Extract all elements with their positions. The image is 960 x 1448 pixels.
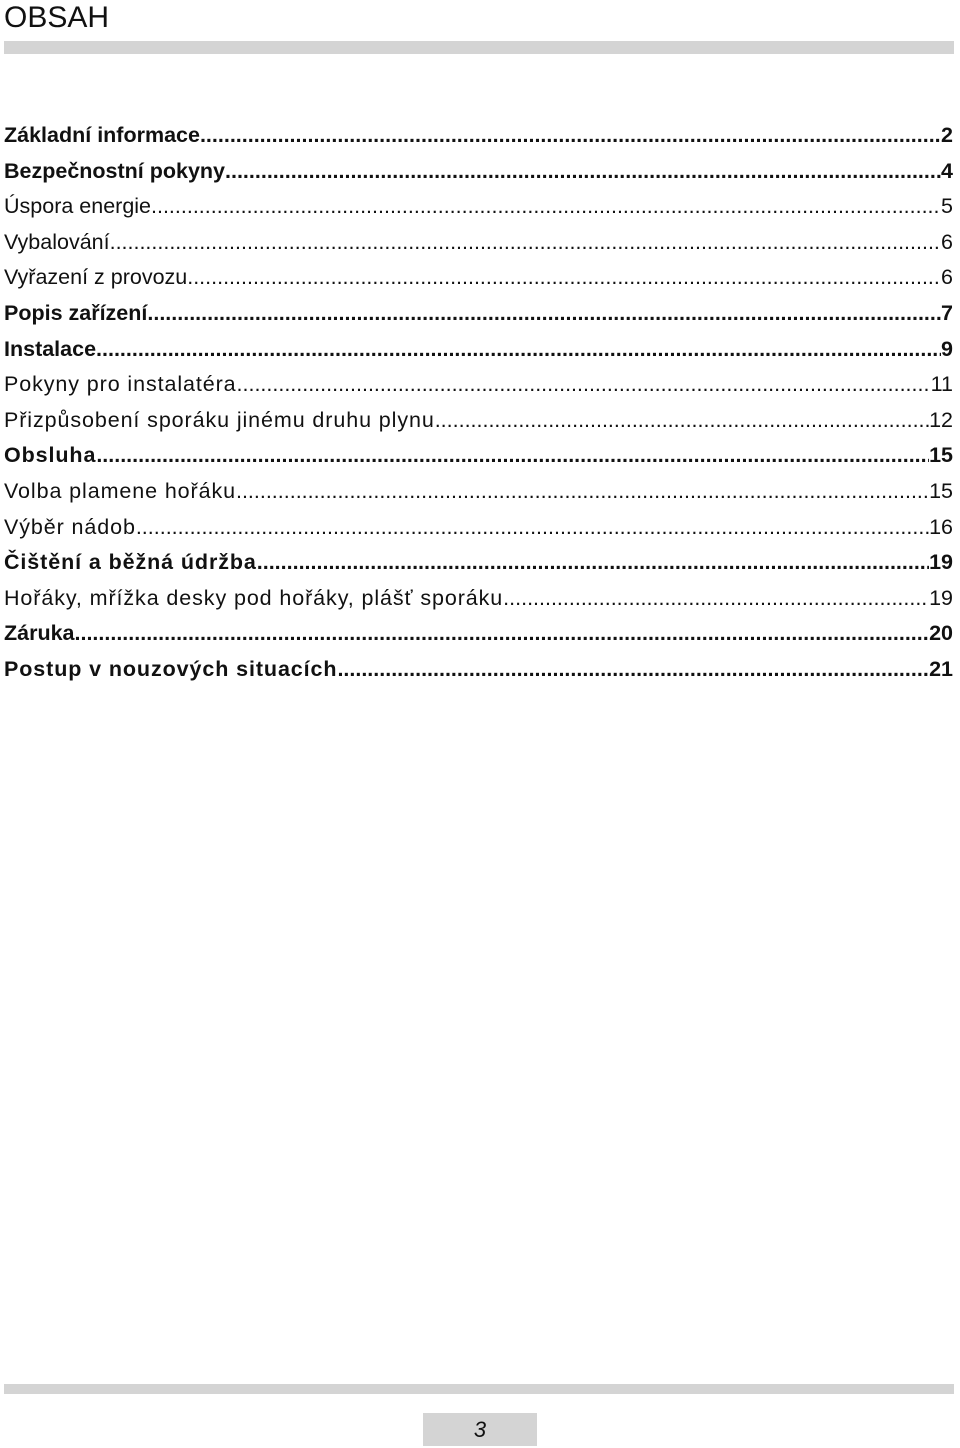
toc-entry-page: 21: [929, 656, 953, 681]
toc-dot-leader: [257, 545, 929, 581]
toc-entry-label: Postup v nouzových situacích: [4, 656, 338, 681]
toc-dot-leader: [337, 652, 929, 688]
toc-entry[interactable]: [4, 403, 953, 439]
toc-entry-label: Pokyny pro instalatéra: [4, 372, 237, 397]
toc-entry-page: 6: [941, 229, 953, 254]
page-number: 3: [423, 1413, 537, 1446]
toc-entry[interactable]: [4, 616, 953, 652]
toc-entry-label: Vyřazení z provozu: [4, 265, 188, 290]
toc-entry-label: Obsluha: [4, 443, 97, 468]
toc-dot-leader: [151, 189, 941, 225]
toc-entry-page: 11: [930, 372, 953, 397]
toc-entry-label: Popis zařízení: [4, 300, 148, 325]
toc-entry-label: Hořáky, mřížka desky pod hořáky, plášť sporáku: [4, 585, 504, 610]
toc-dot-leader: [110, 225, 941, 261]
toc-entry[interactable]: [4, 438, 953, 474]
toc-entry-label: Instalace: [4, 336, 97, 361]
toc-dot-leader: [187, 260, 941, 296]
toc-entry[interactable]: [4, 510, 953, 546]
toc-entry[interactable]: [4, 260, 953, 296]
toc-dot-leader: [96, 332, 941, 368]
toc-entry[interactable]: [4, 332, 953, 368]
toc-dot-leader: [96, 438, 929, 474]
toc-entry[interactable]: [4, 581, 953, 617]
toc-entry[interactable]: [4, 225, 953, 261]
toc-entry-page: 20: [929, 621, 953, 646]
toc-dot-leader: [225, 154, 941, 190]
footer-divider-bar: [4, 1384, 954, 1394]
toc-entry[interactable]: [4, 189, 953, 225]
toc-entry-page: 9: [941, 336, 953, 361]
toc-dot-leader: [200, 118, 941, 154]
toc-entry-page: 16: [929, 514, 953, 539]
toc-dot-leader: [236, 474, 929, 510]
toc-entry[interactable]: [4, 545, 953, 581]
toc-entry[interactable]: [4, 296, 953, 332]
toc-entry[interactable]: [4, 118, 953, 154]
toc-entry-page: 15: [929, 478, 953, 503]
toc-dot-leader: [147, 296, 941, 332]
toc-entry-label: Přizpůsobení sporáku jinému druhu plynu: [4, 407, 435, 432]
toc-entry-page: 4: [941, 158, 953, 183]
toc-dot-leader: [136, 510, 929, 546]
toc-dot-leader: [75, 616, 930, 652]
toc-entry[interactable]: [4, 474, 953, 510]
toc-entry-label: Záruka: [4, 621, 75, 646]
toc-entry[interactable]: [4, 154, 953, 190]
toc-entry-page: 2: [941, 123, 953, 147]
toc-entry-label: Úspora energie: [4, 194, 152, 219]
toc-dot-leader: [435, 403, 929, 439]
page-title: OBSAH: [4, 1, 110, 34]
toc-entry-label: Vybalování: [4, 229, 110, 254]
toc-entry[interactable]: [4, 367, 953, 403]
toc-entry-label: Volba plamene hořáku: [4, 478, 236, 503]
toc-entry-page: 15: [929, 443, 953, 468]
header-divider-bar: [4, 41, 954, 54]
toc-entry-label: Čištění a běžná údržba: [4, 550, 257, 575]
toc-entry[interactable]: [4, 652, 953, 688]
toc-entry-page: 5: [941, 194, 953, 219]
toc-entry-label: Základní informace: [4, 123, 200, 147]
toc-entry-page: 6: [941, 265, 953, 290]
toc-entry-label: Výběr nádob: [4, 514, 136, 539]
toc-entry-label: Bezpečnostní pokyny: [4, 158, 226, 183]
table-of-contents: [4, 118, 953, 688]
toc-dot-leader: [237, 367, 931, 403]
toc-entry-page: 12: [929, 407, 953, 432]
toc-dot-leader: [503, 581, 929, 617]
toc-entry-page: 7: [941, 300, 953, 325]
toc-entry-page: 19: [929, 550, 953, 575]
toc-entry-page: 19: [929, 585, 953, 610]
